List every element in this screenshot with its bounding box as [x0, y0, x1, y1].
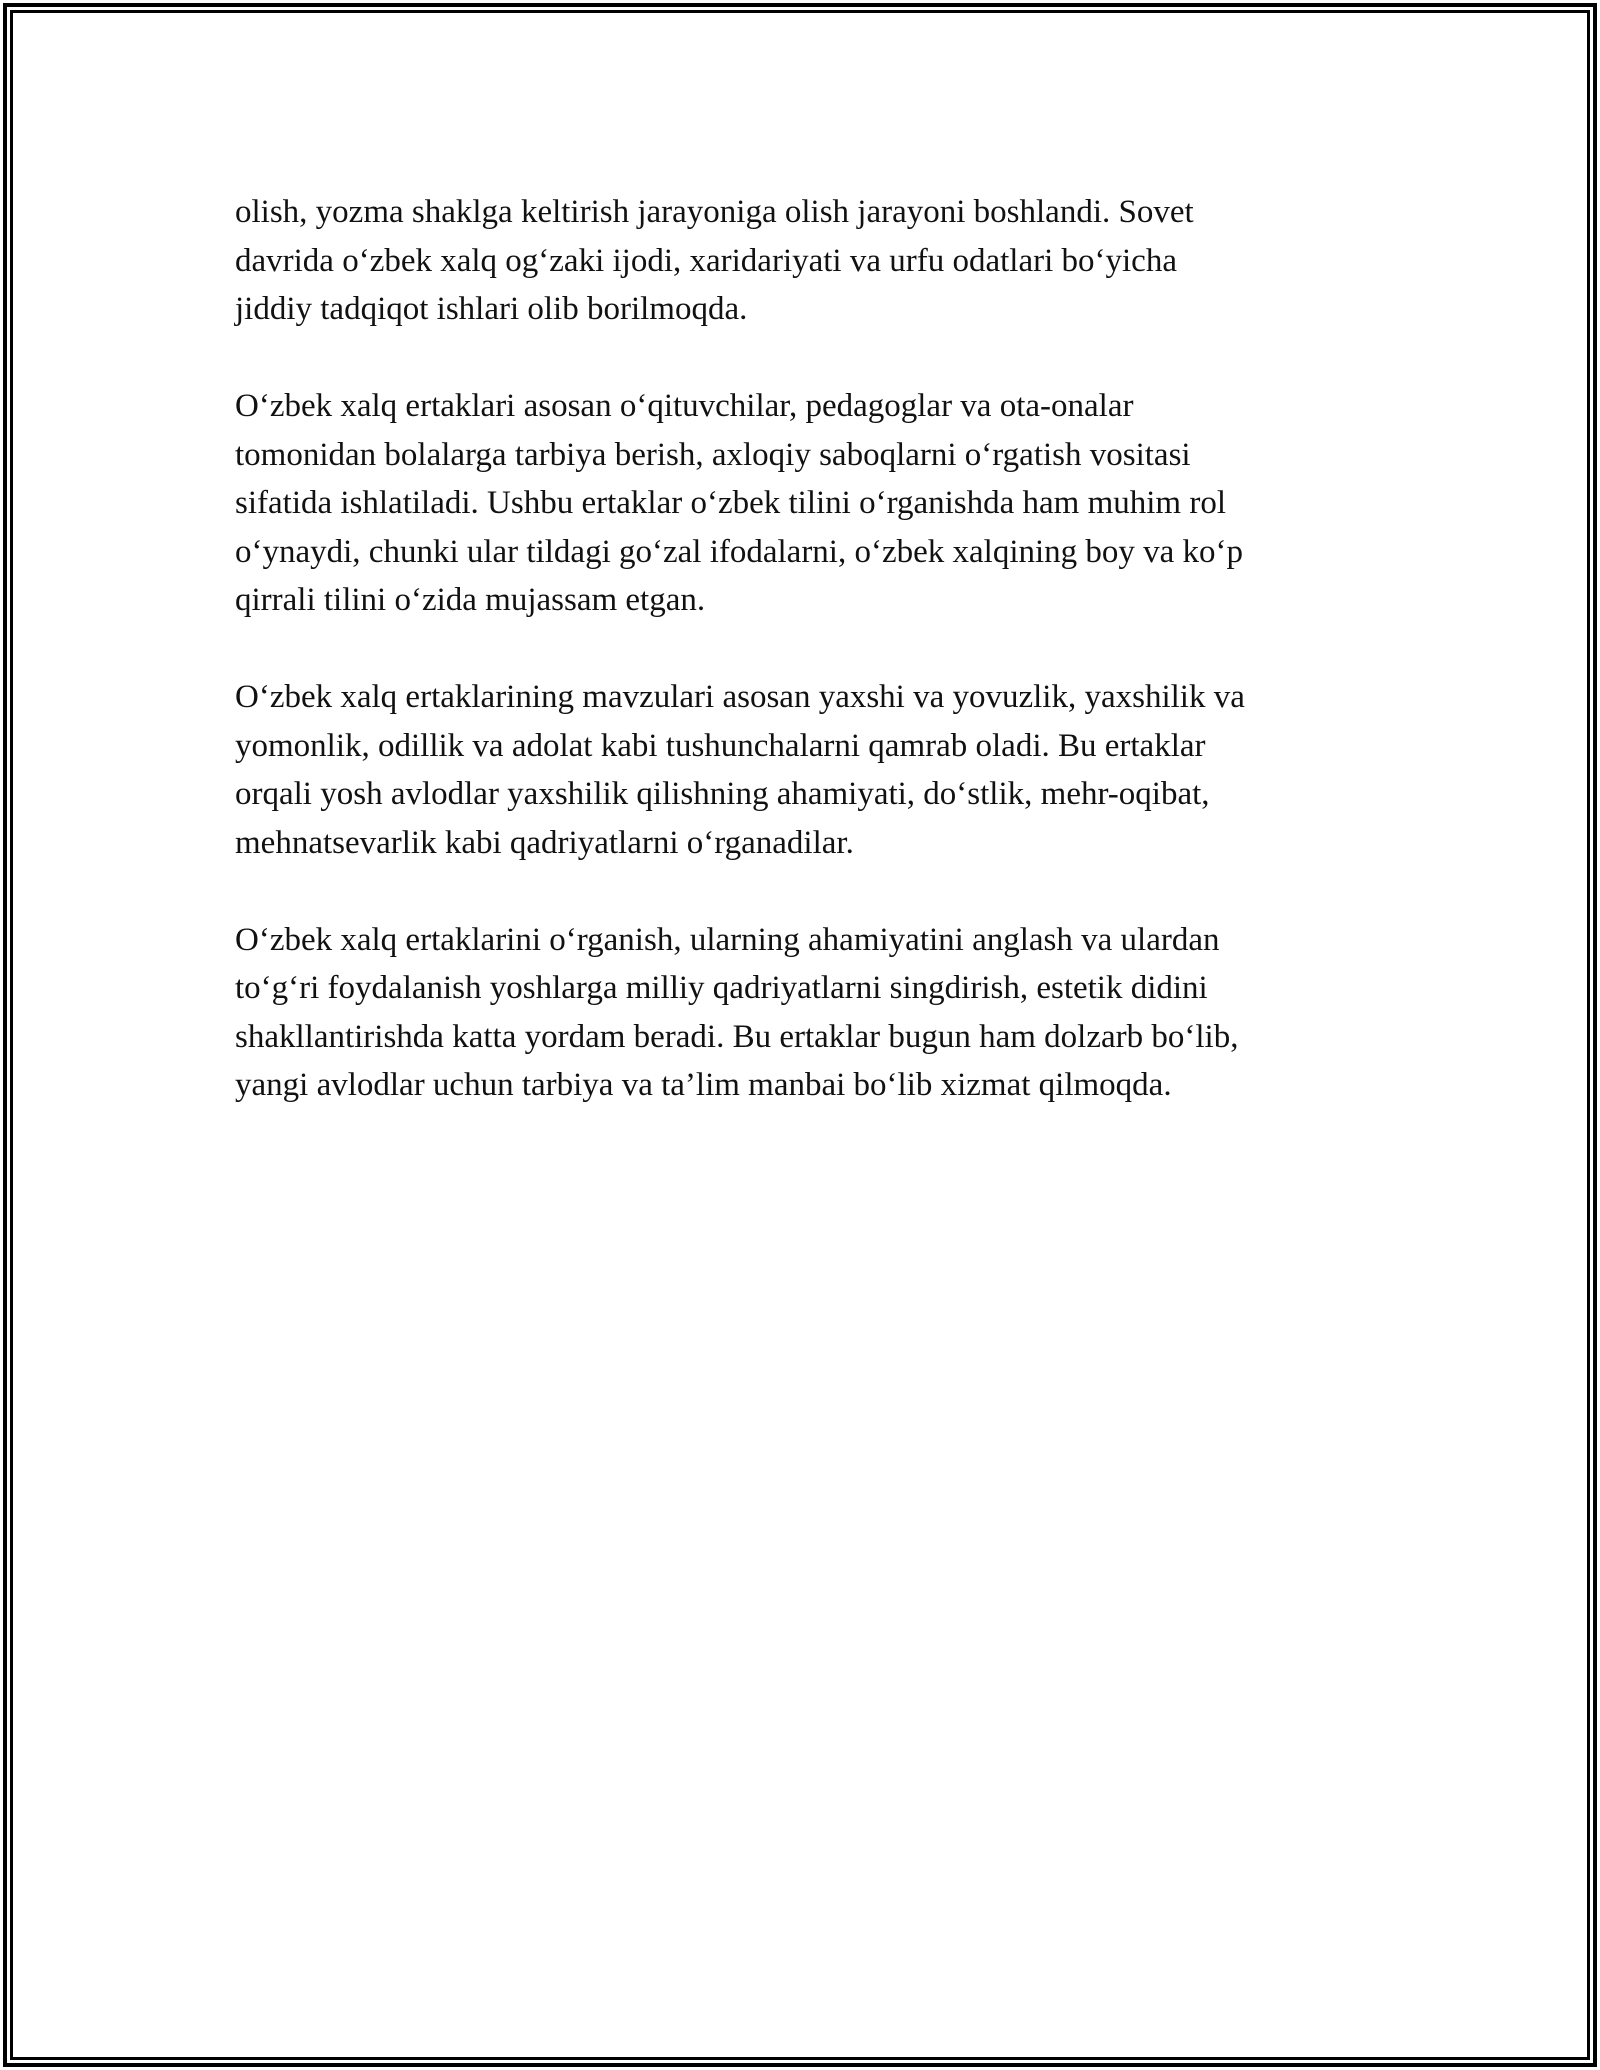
paragraph-1 — [235, 188, 1375, 334]
text-line: o‘ynaydi, chunki ular tildagi go‘zal ifodalarni, o‘zbek xalqining boy va ko‘p — [235, 533, 1244, 570]
text-line: shakllantirishda katta yordam beradi. Bu ertaklar bugun ham dolzarb bo‘lib, — [235, 1018, 1239, 1055]
text-line: orqali yosh avlodlar yaxshilik qilishning ahamiyati, do‘stlik, mehr-oqibat, — [235, 776, 1210, 812]
text-line: yangi avlodlar uchun tarbiya va ta’lim manbai bo‘lib xizmat qilmoqda. — [235, 1067, 1172, 1103]
text-line: mehnatsevarlik kabi qadriyatlarni o‘rganadilar. — [235, 824, 854, 861]
text-line: tomonidan bolalarga tarbiya berish, axloqiy saboqlarni o‘rgatish vositasi — [235, 436, 1191, 473]
text-line: davrida o‘zbek xalq og‘zaki ijodi, xaridariyati va urfu odatlari bo‘yicha — [235, 242, 1177, 279]
paragraph-2 — [235, 382, 1375, 625]
text-line: yomonlik, odillik va adolat kabi tushunchalarni qamrab oladi. Bu ertaklar — [235, 727, 1206, 764]
document-body — [235, 188, 1375, 1158]
text-line: qirrali tilini o‘zida mujassam etgan. — [235, 582, 706, 618]
text-line: O‘zbek xalq ertaklarini o‘rganish, ularning ahamiyatini anglash va ulardan — [235, 921, 1220, 958]
paragraph-3 — [235, 673, 1375, 867]
text-line: O‘zbek xalq ertaklari asosan o‘qituvchilar, pedagoglar va ota-onalar — [235, 388, 1134, 424]
text-line: sifatida ishlatiladi. Ushbu ertaklar o‘zbek tilini o‘rganishda ham muhim rol — [235, 485, 1226, 521]
text-line: olish, yozma shaklga keltirish jarayoniga olish jarayoni boshlandi. Sovet — [235, 194, 1194, 230]
paragraph-4 — [235, 916, 1375, 1110]
text-line: O‘zbek xalq ertaklarining mavzulari asosan yaxshi va yovuzlik, yaxshilik va — [235, 679, 1245, 715]
text-line: to‘g‘ri foydalanish yoshlarga milliy qadriyatlarni singdirish, estetik didini — [235, 970, 1208, 1006]
text-line: jiddiy tadqiqot ishlari olib borilmoqda. — [235, 291, 748, 327]
